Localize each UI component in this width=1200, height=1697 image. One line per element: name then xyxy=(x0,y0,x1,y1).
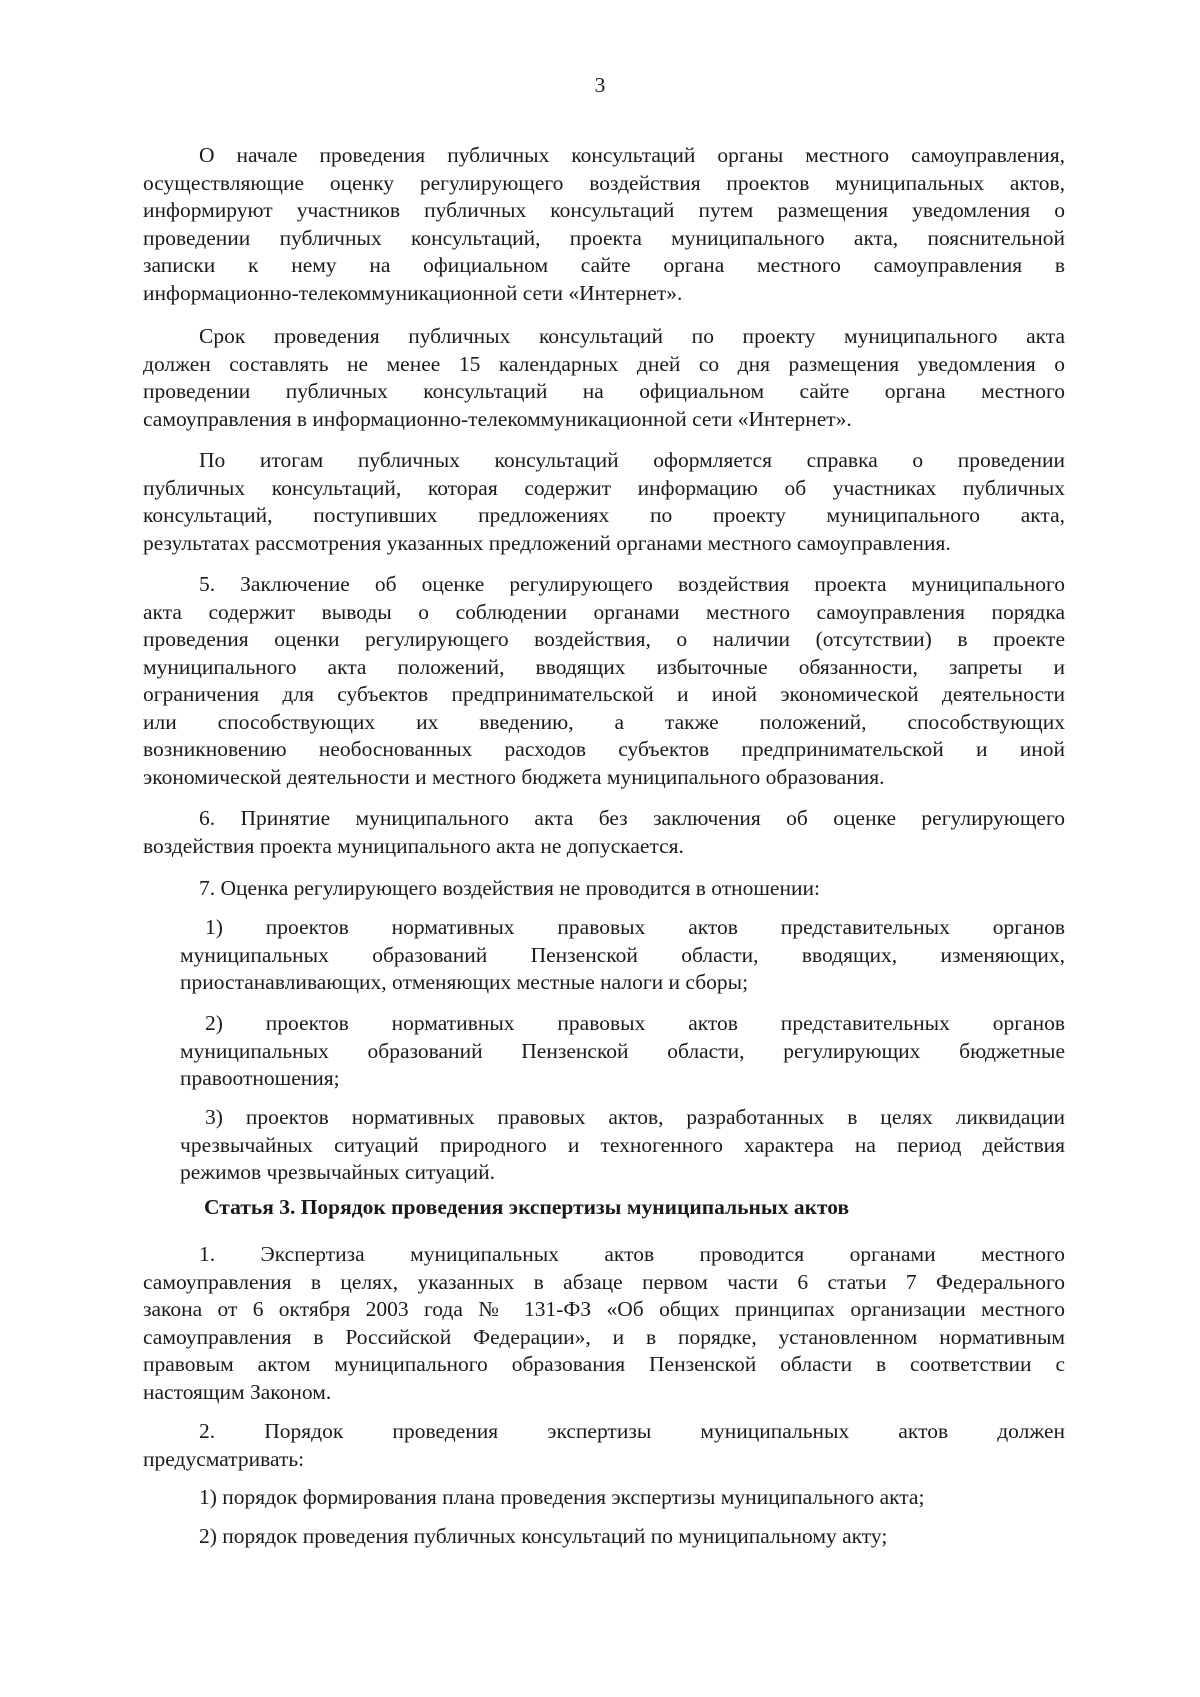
text-line: осуществляющие оценку регулирующего воздействия проектов муниципальных актов, xyxy=(143,170,1065,195)
text-line: 6. Принятие муниципального акта без заключения об оценке регулирующего xyxy=(199,806,1065,830)
text-line: публичных консультаций, которая содержит информацию об участниках публичных xyxy=(143,475,1065,500)
text-line: правоотношения; xyxy=(180,1066,340,1090)
text-line: муниципальных образований Пензенской области, вводящих, изменяющих, xyxy=(180,942,1065,967)
paragraph-item-6 xyxy=(143,805,1065,860)
text-line: муниципального акта положений, вводящих избыточные обязанности, запреты и xyxy=(143,654,1065,679)
article-3-heading xyxy=(143,1194,1065,1222)
text-line: самоуправления в информационно-телекоммуникационной сети «Интернет». xyxy=(143,406,852,431)
paragraph-consultation-results xyxy=(143,447,1065,557)
paragraph-item-5 xyxy=(143,571,1065,791)
text-line: 1. Экспертиза муниципальных актов проводится органами местного xyxy=(199,1242,1065,1266)
text-line: проведении публичных консультаций на официальном сайте органа местного xyxy=(143,379,1065,403)
list-item-7-2 xyxy=(180,1010,1065,1093)
paragraph-item-7 xyxy=(143,875,1065,903)
text-line: экономической деятельности и местного бюджета муниципального образования. xyxy=(143,764,885,789)
text-line: информационно-телекоммуникационной сети «Интернет». xyxy=(143,280,683,305)
text-line: консультаций, поступивших предложениях по проекту муниципального акта, xyxy=(143,503,1065,527)
text-line: акта содержит выводы о соблюдении органами местного самоуправления порядка xyxy=(143,599,1065,624)
text-line: правовым актом муниципального образования Пензенской области в соответствии с xyxy=(143,1352,1065,1376)
text-line: проведении публичных консультаций, проекта муниципального акта, пояснительной xyxy=(143,225,1065,250)
text-line: предусматривать: xyxy=(143,1446,305,1471)
text-line: 2. Порядок проведения экспертизы муниципальных актов должен xyxy=(199,1419,1065,1443)
paragraph-article-3-item-1 xyxy=(143,1241,1065,1406)
text-line: 3) проектов нормативных правовых актов, разработанных в целях ликвидации xyxy=(205,1105,1065,1129)
text-line: записки к нему на официальном сайте органа местного самоуправления в xyxy=(143,253,1065,277)
text-line: О начале проведения публичных консультаций органы местного самоуправления, xyxy=(199,143,1065,167)
text-line: возникновению необоснованных расходов субъектов предпринимательской и иной xyxy=(143,737,1065,761)
text-line: 2) проектов нормативных правовых актов представительных органов xyxy=(205,1011,1065,1035)
text-line: информируют участников публичных консультаций путем размещения уведомления о xyxy=(143,198,1065,222)
paragraph-public-consultation-start xyxy=(143,142,1065,307)
text-line: 1) порядок формирования плана проведения экспертизы муниципального акта; xyxy=(199,1485,925,1509)
list-item-2-1 xyxy=(143,1484,1065,1512)
text-line: самоуправления в целях, указанных в абзаце первом части 6 статьи 7 Федерального xyxy=(143,1269,1065,1294)
text-line: проведения оценки регулирующего воздействия, о наличии (отсутствии) в проекте xyxy=(143,627,1065,651)
text-line: чрезвычайных ситуаций природного и техногенного характера на период действия xyxy=(180,1132,1065,1157)
text-line: закона от 6 октября 2003 года № 131-ФЗ «Об общих принципах организации местного xyxy=(143,1297,1065,1321)
text-line: самоуправления в Российской Федерации», и в порядке, установленном нормативным xyxy=(143,1324,1065,1349)
page-number: 3 xyxy=(594,73,606,97)
text-line: режимов чрезвычайных ситуаций. xyxy=(180,1160,495,1184)
list-item-7-3 xyxy=(180,1104,1065,1187)
text-line: 5. Заключение об оценке регулирующего воздействия проекта муниципального xyxy=(199,572,1065,596)
list-item-7-1 xyxy=(180,914,1065,997)
text-line: ограничения для субъектов предпринимательской и иной экономической деятельности xyxy=(143,682,1065,706)
text-line: приостанавливающих, отменяющих местные налоги и сборы; xyxy=(180,970,749,994)
text-line: настоящим Законом. xyxy=(143,1379,332,1404)
text-line: 7. Оценка регулирующего воздействия не проводится в отношении: xyxy=(199,876,820,900)
text-line: По итогам публичных консультаций оформляется справка о проведении xyxy=(199,448,1065,472)
text-line: 2) порядок проведения публичных консультаций по муниципальному акту; xyxy=(199,1524,888,1548)
text-line: муниципальных образований Пензенской области, регулирующих бюджетные xyxy=(180,1038,1065,1063)
text-line: воздействия проекта муниципального акта не допускается. xyxy=(143,833,684,858)
section-heading: Статья 3. Порядок проведения экспертизы муниципальных актов xyxy=(204,1195,850,1219)
text-line: результатах рассмотрения указанных предложений органами местного самоуправления. xyxy=(143,530,951,555)
text-line: Срок проведения публичных консультаций по проекту муниципального акта xyxy=(199,324,1065,348)
paragraph-article-3-item-2 xyxy=(143,1418,1065,1473)
text-line: 1) проектов нормативных правовых актов представительных органов xyxy=(205,915,1065,939)
list-item-2-2 xyxy=(143,1523,1065,1551)
text-line: должен составлять не менее 15 календарных дней со дня размещения уведомления о xyxy=(143,351,1065,376)
paragraph-consultation-term xyxy=(143,323,1065,433)
text-line: или способствующих их введению, а также положений, способствующих xyxy=(143,709,1065,734)
